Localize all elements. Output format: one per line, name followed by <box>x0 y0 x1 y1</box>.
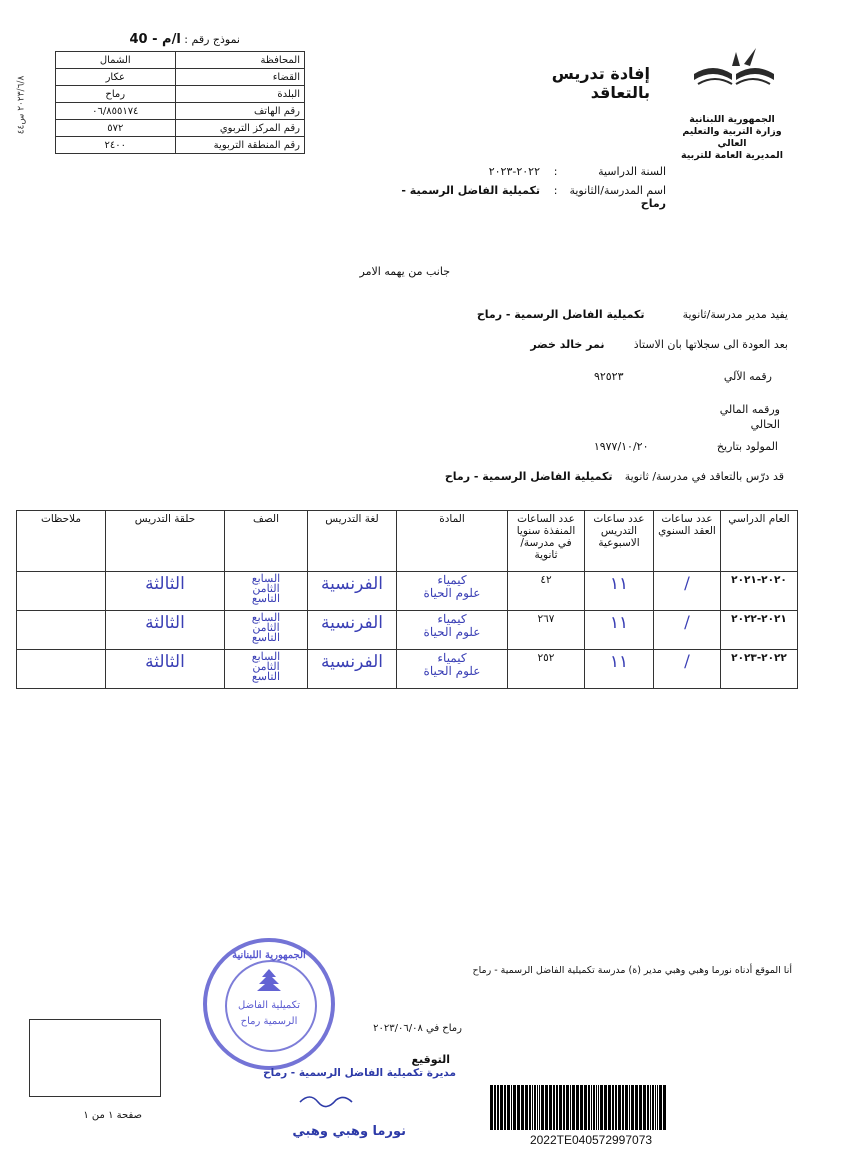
info-label: رقم المنطقة التربوية <box>175 137 304 154</box>
barcode-bar <box>591 1085 592 1130</box>
school-name-value: تكميلية الفاضل الرسمية - رماح <box>401 184 666 210</box>
cell-subject <box>397 611 508 650</box>
cell-grade <box>225 650 308 689</box>
teacher-name: نمر خالد خضر <box>530 338 605 351</box>
barcode-bar <box>507 1085 510 1130</box>
barcode-bar <box>566 1085 569 1130</box>
contract-hours-text: / <box>684 613 690 633</box>
info-row <box>56 103 305 120</box>
barcode-bar <box>615 1085 617 1130</box>
records-line <box>440 338 788 351</box>
subject-1-text: كيمياء <box>437 651 467 665</box>
school-year-line <box>380 165 666 178</box>
info-value: ٠٦/٨٥٥١٧٤ <box>56 103 176 120</box>
barcode-bar <box>652 1085 654 1130</box>
director-school: تكميلية الفاضل الرسمية - رماح <box>476 308 645 321</box>
barcode-bar <box>549 1085 552 1130</box>
cell-notes <box>17 611 106 650</box>
school-stamp <box>203 938 335 1070</box>
form-number <box>110 32 240 47</box>
school-year-value: ٢٠٢٢-٢٠٢٣ <box>488 165 540 178</box>
signature-label: التوقيع <box>411 1053 450 1066</box>
barcode-bar <box>539 1085 540 1130</box>
school-name-sep: : <box>553 184 558 197</box>
cell-subject <box>397 650 508 689</box>
barcode-bar <box>650 1085 651 1130</box>
subject-2-text: علوم الحياة <box>423 664 481 678</box>
barcode-bar <box>593 1085 595 1130</box>
info-value: ٥٧٢ <box>56 120 176 137</box>
grade-1-text: السابع <box>251 572 281 585</box>
barcode-bar <box>618 1085 621 1130</box>
annual-hours-text: ٤٢ <box>540 574 552 586</box>
barcode-bar <box>534 1085 536 1130</box>
header-contract-hours: عدد ساعات العقد السنوي <box>654 511 721 572</box>
book-logo-icon <box>688 44 780 104</box>
barcode-bar <box>570 1085 571 1130</box>
stamp-center-1: تكميلية الفاضل <box>238 1000 300 1011</box>
barcode-bar <box>532 1085 533 1130</box>
ministry-line-3: المديرية العامة للتربية <box>681 150 783 161</box>
barcode-bar <box>588 1085 590 1130</box>
weekly-hours-text: ١١ <box>609 613 629 633</box>
barcode-bar <box>500 1085 503 1130</box>
barcode-bar <box>511 1085 512 1130</box>
cell-contract-hours <box>654 611 721 650</box>
info-value: الشمال <box>56 52 176 69</box>
place-date: رماح في ٢٠٢٣/٠٦/٠٨ <box>373 1023 462 1034</box>
barcode-bar <box>494 1085 496 1130</box>
financial-label-1: ورقمه المالي <box>719 403 780 416</box>
header-subject: المادة <box>397 511 508 572</box>
language-text: الفرنسية <box>320 652 384 672</box>
barcode-bar <box>663 1085 666 1130</box>
barcode-text: 2022TE040572997073 <box>529 1133 653 1147</box>
barcode-bar <box>504 1085 506 1130</box>
info-box <box>55 51 305 154</box>
barcode-bar <box>529 1085 531 1130</box>
cell-contract-hours <box>654 572 721 611</box>
ministry-header <box>672 114 792 162</box>
cell-year <box>721 572 798 611</box>
info-row <box>56 86 305 103</box>
cedar-icon <box>254 968 284 994</box>
header-annual-hours: عدد الساعات المنفذة سنويا في مدرسة/ثانوية <box>508 511 585 572</box>
auto-number: ٩٢٥٢٣ <box>593 370 624 383</box>
info-value: ٢٤٠٠ <box>56 137 176 154</box>
ministry-line-2: وزارة التربية والتعليم العالي <box>682 126 782 149</box>
header-school-year: العام الدراسي <box>721 511 798 572</box>
info-label: البلدة <box>175 86 304 103</box>
barcode-bar <box>553 1085 555 1130</box>
grade-1-text: السابع <box>251 650 281 663</box>
stamp-ring-text: الجمهورية اللبنانية <box>232 950 306 961</box>
cell-language <box>308 650 397 689</box>
cell-year <box>721 650 798 689</box>
addressee: جانب من يهمه الامر <box>359 265 450 278</box>
cycle-text: الثالثة <box>145 613 185 633</box>
form-number-value: ا/م - 40 <box>129 32 181 47</box>
barcode-bar <box>655 1085 656 1130</box>
barcode-bar <box>622 1085 624 1130</box>
cell-weekly-hours <box>585 572 654 611</box>
table-header-row <box>17 511 798 572</box>
subject-2-text: علوم الحياة <box>423 625 481 639</box>
table-row <box>17 572 798 611</box>
director-line <box>440 308 788 321</box>
auto-number-label: رقمه الآلي <box>723 370 772 383</box>
cell-grade <box>225 572 308 611</box>
info-label: رقم الهاتف <box>175 103 304 120</box>
year-text: ٢٠٢١-٢٠٢٢ <box>731 613 787 625</box>
weekly-hours-text: ١١ <box>609 652 629 672</box>
cell-annual-hours <box>508 650 585 689</box>
financial-label-2: الحالي <box>750 418 780 431</box>
grade-3-text: التاسع <box>251 631 281 644</box>
birth-line <box>540 440 778 453</box>
school-year-label: السنة الدراسية <box>598 165 666 178</box>
barcode-bar <box>612 1085 614 1130</box>
barcode-bar <box>659 1085 662 1130</box>
grade-3-text: التاسع <box>251 670 281 683</box>
barcode-bar <box>580 1085 583 1130</box>
contract-hours-text: / <box>684 574 690 594</box>
language-text: الفرنسية <box>320 613 384 633</box>
cell-language <box>308 572 397 611</box>
cell-weekly-hours <box>585 611 654 650</box>
table-row <box>17 650 798 689</box>
barcode-bar <box>525 1085 528 1130</box>
barcode-bar <box>572 1085 575 1130</box>
cycle-text: الثالثة <box>145 574 185 594</box>
cycle-text: الثالثة <box>145 652 185 672</box>
side-annotation: ٢٠٢٣/٦/٨ س٤٤ <box>16 75 27 135</box>
year-text: ٢٠٢٢-٢٠٢٣ <box>731 652 787 664</box>
barcode-bar <box>657 1085 658 1130</box>
financial-number-line <box>700 402 780 432</box>
cell-cycle <box>106 572 225 611</box>
birth-label: المولود بتاريخ <box>716 440 778 453</box>
taught-line <box>440 470 784 483</box>
language-text: الفرنسية <box>320 574 384 594</box>
barcode-bar <box>643 1085 646 1130</box>
taught-label: قد درّس بالتعاقد في مدرسة/ ثانوية <box>624 470 784 483</box>
barcode-bar <box>497 1085 499 1130</box>
empty-box <box>29 1019 161 1097</box>
stamp-center-2: الرسمية رماح <box>240 1016 298 1027</box>
barcode-bar <box>584 1085 587 1130</box>
barcode-bar <box>635 1085 638 1130</box>
barcode-bar <box>563 1085 565 1130</box>
grade-2-text: الثامن <box>252 582 280 595</box>
info-value: عكار <box>56 69 176 86</box>
undersigned-statement: أنا الموقع أدناه نورما وهبي وهبي مدير (ة) مدرسة تكميلية الفاضل الرسمية - رماح <box>472 965 792 976</box>
barcode-bar <box>559 1085 562 1130</box>
subject-1-text: كيمياء <box>437 612 467 626</box>
barcode-bar <box>647 1085 649 1130</box>
grade-2-text: الثامن <box>252 660 280 673</box>
taught-school: تكميلية الفاضل الرسمية - رماح <box>444 470 613 483</box>
barcode-bar <box>541 1085 544 1130</box>
header-weekly-hours: عدد ساعات التدريس الاسبوعية <box>585 511 654 572</box>
barcode-bar <box>631 1085 634 1130</box>
grade-3-text: التاسع <box>251 592 281 605</box>
cell-annual-hours <box>508 611 585 650</box>
contract-hours-text: / <box>684 652 690 672</box>
annual-hours-text: ٢٥٢ <box>537 652 555 664</box>
barcode-bar <box>517 1085 520 1130</box>
year-text: ٢٠٢٠-٢٠٢١ <box>731 574 787 586</box>
barcode-bar <box>596 1085 597 1130</box>
subject-1-text: كيمياء <box>437 573 467 587</box>
records-label: بعد العودة الى سجلاتها بان الاستاذ <box>633 338 788 351</box>
header-notes: ملاحظات <box>17 511 106 572</box>
cell-annual-hours <box>508 572 585 611</box>
barcode-bar <box>598 1085 599 1130</box>
teaching-table <box>16 510 798 689</box>
school-name-line <box>380 184 666 210</box>
school-name-label: اسم المدرسة/الثانوية <box>569 184 666 197</box>
barcode-bar <box>629 1085 630 1130</box>
birth-date: ١٩٧٧/١٠/٢٠ <box>593 440 649 453</box>
page-number: صفحة ١ من ١ <box>83 1110 142 1121</box>
ministry-line-1: الجمهورية اللبنانية <box>689 114 775 125</box>
barcode-bar <box>600 1085 603 1130</box>
form-number-label: نموذج رقم : <box>184 33 240 46</box>
barcode-bar <box>639 1085 642 1130</box>
barcode-bar <box>576 1085 579 1130</box>
annual-hours-text: ٢٦٧ <box>537 613 555 625</box>
barcode-bar <box>608 1085 611 1130</box>
page-title: إفادة تدريس بالتعاقد <box>551 64 650 102</box>
header-language: لغة التدريس <box>308 511 397 572</box>
table-row <box>17 611 798 650</box>
cell-contract-hours <box>654 650 721 689</box>
header-grade: الصف <box>225 511 308 572</box>
cell-notes <box>17 650 106 689</box>
ministry-logo <box>688 44 780 104</box>
director-label: يفيد مدير مدرسة/ثانوية <box>682 308 788 321</box>
cell-language <box>308 611 397 650</box>
weekly-hours-text: ١١ <box>609 574 629 594</box>
cell-subject <box>397 572 508 611</box>
director-name: نورما وهبي وهبي <box>292 1124 406 1139</box>
info-label: المحافظة <box>175 52 304 69</box>
barcode <box>490 1085 692 1130</box>
subject-2-text: علوم الحياة <box>423 586 481 600</box>
cell-weekly-hours <box>585 650 654 689</box>
auto-number-line <box>440 370 772 383</box>
info-row <box>56 137 305 154</box>
cell-notes <box>17 572 106 611</box>
info-value: رماح <box>56 86 176 103</box>
cell-grade <box>225 611 308 650</box>
grade-2-text: الثامن <box>252 621 280 634</box>
cell-year <box>721 611 798 650</box>
info-label: القضاء <box>175 69 304 86</box>
grade-1-text: السابع <box>251 611 281 624</box>
info-label: رقم المركز التربوي <box>175 120 304 137</box>
school-year-sep: : <box>553 165 558 178</box>
barcode-bar <box>521 1085 524 1130</box>
info-row <box>56 69 305 86</box>
barcode-bar <box>545 1085 548 1130</box>
header-cycle: حلقة التدريس <box>106 511 225 572</box>
barcode-bar <box>513 1085 516 1130</box>
barcode-bar <box>556 1085 558 1130</box>
cell-cycle <box>106 650 225 689</box>
barcode-bar <box>604 1085 607 1130</box>
director-title: مديرة تكميلية الفاضل الرسمية - رماح <box>263 1067 456 1079</box>
barcode-bar <box>625 1085 628 1130</box>
barcode-bar <box>537 1085 538 1130</box>
cell-cycle <box>106 611 225 650</box>
info-row <box>56 52 305 69</box>
handwritten-signature <box>296 1090 356 1110</box>
barcode-bar <box>490 1085 493 1130</box>
info-row <box>56 120 305 137</box>
